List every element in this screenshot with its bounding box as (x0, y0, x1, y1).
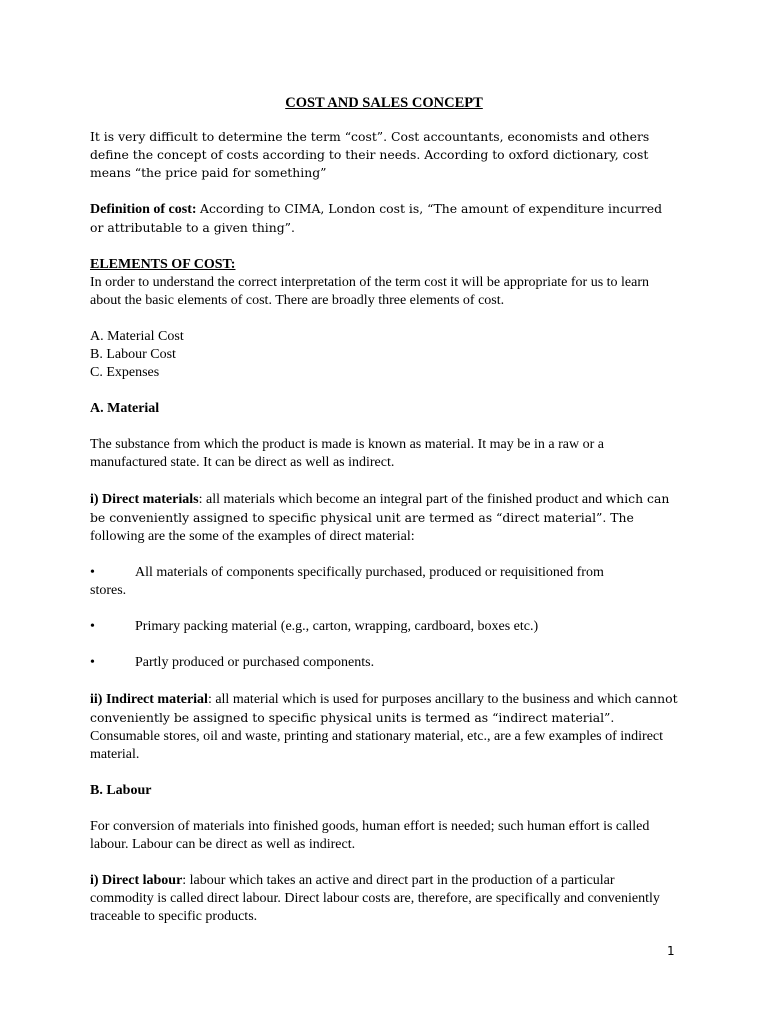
definition-paragraph (90, 200, 678, 238)
document-title: COST AND SALES CONCEPT (285, 95, 483, 111)
document-page (90, 94, 678, 944)
indirect-material-text-c: Consumable stores, oil and waste, printing and stationary material, etc., are a few examples of indirect material. (90, 729, 664, 762)
bullet-item-3 (90, 654, 678, 672)
bullet-text: All materials of components specifically purchased, produced or requisitioned from (135, 565, 604, 580)
definition-text: According to CIMA, London cost is, “The amount of expenditure incurred or attributable to a given thing”. (90, 201, 663, 235)
direct-labour-paragraph (90, 872, 678, 926)
direct-materials-label: i) Direct materials (90, 492, 199, 507)
bullet-text: Primary packing material (e.g., carton, wrapping, cardboard, boxes etc.) (135, 619, 539, 634)
indirect-material-text-a: : all material which is used for purposes ancillary to the business and which (207, 692, 632, 707)
elements-heading: ELEMENTS OF COST: (90, 257, 236, 272)
direct-materials-text-a: : all materials which become an integral part of the finished product and (198, 492, 603, 507)
labour-intro: For conversion of materials into finished goods, human effort is needed; such human effort is called labour. Labour can be direct as well as indirect. (90, 819, 650, 852)
indirect-material-text-b: cannot conveniently be assigned to specific physical units is termed as “indirect material”. (90, 691, 678, 725)
bullet-item-2 (90, 618, 678, 636)
material-heading: A. Material (90, 401, 160, 416)
direct-labour-label: i) Direct labour (90, 873, 183, 888)
labour-heading: B. Labour (90, 783, 152, 798)
list-item-labour-cost: B. Labour Cost (90, 347, 176, 362)
direct-materials-text-b: which can be conveniently assigned to specific physical unit are termed as “direct material”. The (90, 491, 670, 525)
page-number: 1 (667, 944, 675, 958)
elements-intro: In order to understand the correct interpretation of the term cost it will be appropriate for us to learn about the basic elements of cost. There are broadly three elements of cost. (90, 275, 650, 308)
bullet-icon: • (90, 655, 95, 670)
bullet-text-continued: stores. (90, 583, 127, 598)
bullet-icon: • (90, 619, 95, 634)
material-intro: The substance from which the product is made is known as material. It may be in a raw or a manufactured state. It can be direct as well as indirect. (90, 437, 604, 470)
bullet-icon: • (90, 565, 95, 580)
elements-list (90, 328, 678, 382)
list-item-expenses: C. Expenses (90, 365, 160, 380)
bullet-item-1 (90, 564, 678, 600)
intro-paragraph: It is very difficult to determine the term “cost”. Cost accountants, economists and others define the concept of costs according to their needs. According to oxford dictionary, cost means “the price paid for something” (90, 129, 650, 180)
indirect-material-paragraph (90, 690, 678, 764)
definition-label: Definition of cost: (90, 202, 197, 217)
bullet-text: Partly produced or purchased components. (135, 655, 375, 670)
direct-labour-text: : labour which takes an active and direct part in the production of a particular commodity is called direct labour. Direct labour costs are, therefore, are specifically and conveniently traceable to specific products. (90, 873, 660, 924)
indirect-material-label: ii) Indirect material (90, 692, 208, 707)
direct-materials-text-c: following are the some of the examples of direct material: (90, 529, 415, 544)
direct-materials-paragraph (90, 490, 678, 546)
list-item-material-cost: A. Material Cost (90, 329, 184, 344)
elements-section (90, 256, 678, 382)
